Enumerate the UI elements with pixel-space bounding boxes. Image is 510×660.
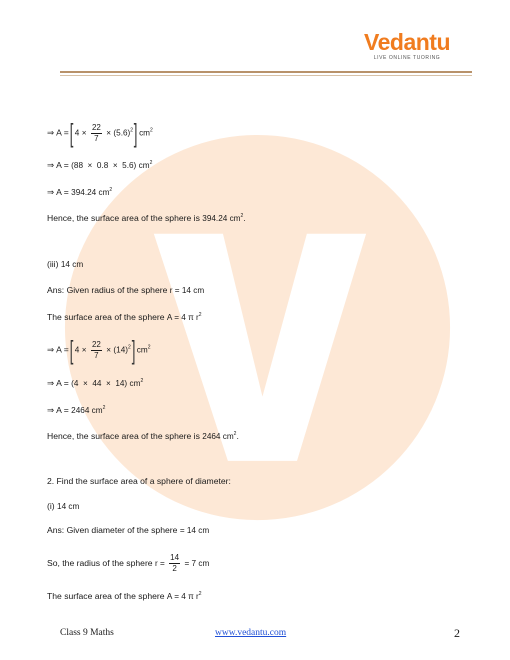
footer-class-label: Class 9 Maths [60,628,114,638]
radius-value: r = 14 cm [169,286,205,295]
fraction [91,123,102,144]
right-bracket: ] [134,118,138,148]
result-value: 2464 cm [71,406,103,415]
vedantu-logo [364,30,450,61]
conclusion-line-2 [47,428,239,443]
exponent: 2 [109,187,113,193]
left-bracket: [ [69,335,74,365]
denominator: 2 [172,564,177,573]
denominator: 7 [94,350,99,360]
question-heading [47,475,231,487]
answer-text: Ans: Given radius of the sphere [47,285,168,295]
coefficient: 4 [74,128,80,138]
page-number: 2 [454,626,460,640]
result-value: 2464 cm [202,432,234,441]
implies-text: ⇒ A = [47,187,69,197]
unit-exponent: 2 [147,344,151,351]
result-value: 394.24 cm [202,214,241,223]
radius-term: (5.6) [113,128,131,138]
denominator: 7 [94,133,99,143]
fraction [169,553,180,574]
exponent: 2 [198,591,202,597]
unit: cm [136,345,148,355]
times-sign: × [81,128,87,138]
radius-symbol: r = [154,558,165,568]
conclusion-line-1 [47,210,246,225]
radius-line [47,553,209,574]
equation-line-6 [47,402,105,417]
equation-line-2 [47,157,152,172]
equation-line-1 [47,120,153,146]
conclusion-text: Hence, the surface area of the sphere is [47,431,200,441]
equation-line-4 [47,337,150,363]
formula-line-2 [47,588,202,603]
exponent: 2 [130,127,134,134]
fraction [91,340,102,361]
exponent: 2 [102,405,106,411]
exponent: 2 [233,431,237,437]
exponent: 2 [127,344,131,351]
right-bracket: ] [131,335,136,365]
result-value: 394.24 cm [71,188,110,197]
unit: cm [129,379,141,388]
answer-text: Ans: Given diameter of the sphere [47,525,178,535]
implies-text: ⇒ A = [47,160,69,170]
formula-line-1 [47,309,202,324]
period: . [243,213,246,223]
header-rule [60,71,472,73]
question-text: 2. Find the surface area of a sphere of diameter: [47,476,231,486]
footer-website-link[interactable]: www.vedantu.com [215,628,287,638]
unit: cm [138,161,150,170]
subquestion-label: (iii) [47,259,59,269]
times-sign: × [106,128,112,138]
expression: (88 × 0.8 × 5.6) [71,161,137,170]
times-sign: × [81,345,87,355]
unit-exponent: 2 [149,160,153,166]
conclusion-text: Hence, the surface area of the sphere is [47,213,200,223]
formula-text: The surface area of the sphere [47,312,165,322]
exponent: 2 [198,312,202,318]
times-sign: × [106,345,112,355]
numerator: 14 [170,553,180,562]
expression: (4 × 44 × 14) [71,379,128,388]
formula: A = 4 π r [166,592,199,601]
logo-text: Vedantu [364,29,450,55]
period: . [236,431,239,441]
unit-exponent: 2 [149,127,153,134]
subquestion-label: (i) [47,501,55,511]
equation-line-5 [47,375,143,390]
logo-tagline: LIVE ONLINE TUORING [373,55,441,61]
answer-line-1 [47,284,204,297]
coefficient: 4 [74,345,80,355]
answer-line-2 [47,524,209,537]
diameter-value: = 14 cm [179,526,210,535]
implies-text: ⇒ A = [47,405,69,415]
unit: cm [139,128,150,138]
equation-line-3 [47,184,112,199]
formula: A = 4 π r [166,313,199,322]
subquestion-value: 14 cm [57,502,80,511]
exponent: 2 [240,213,244,219]
implies-text: ⇒ A = [47,378,69,388]
implies-text: ⇒ A = [47,127,69,138]
radius-text: So, the radius of the sphere [47,557,153,568]
subquestion-i [47,500,79,513]
formula-text: The surface area of the sphere [47,591,165,601]
numerator: 22 [91,339,101,349]
implies-text: ⇒ A = [47,344,69,355]
radius-term: (14) [113,345,128,355]
subquestion-value: 14 cm [60,260,84,269]
left-bracket: [ [69,118,74,148]
unit-exponent: 2 [140,378,144,384]
numerator: 22 [91,122,101,132]
header-rule-thin [60,75,472,76]
subquestion-iii [47,258,83,271]
radius-value: = 7 cm [184,558,210,568]
vedantu-watermark [60,130,455,525]
